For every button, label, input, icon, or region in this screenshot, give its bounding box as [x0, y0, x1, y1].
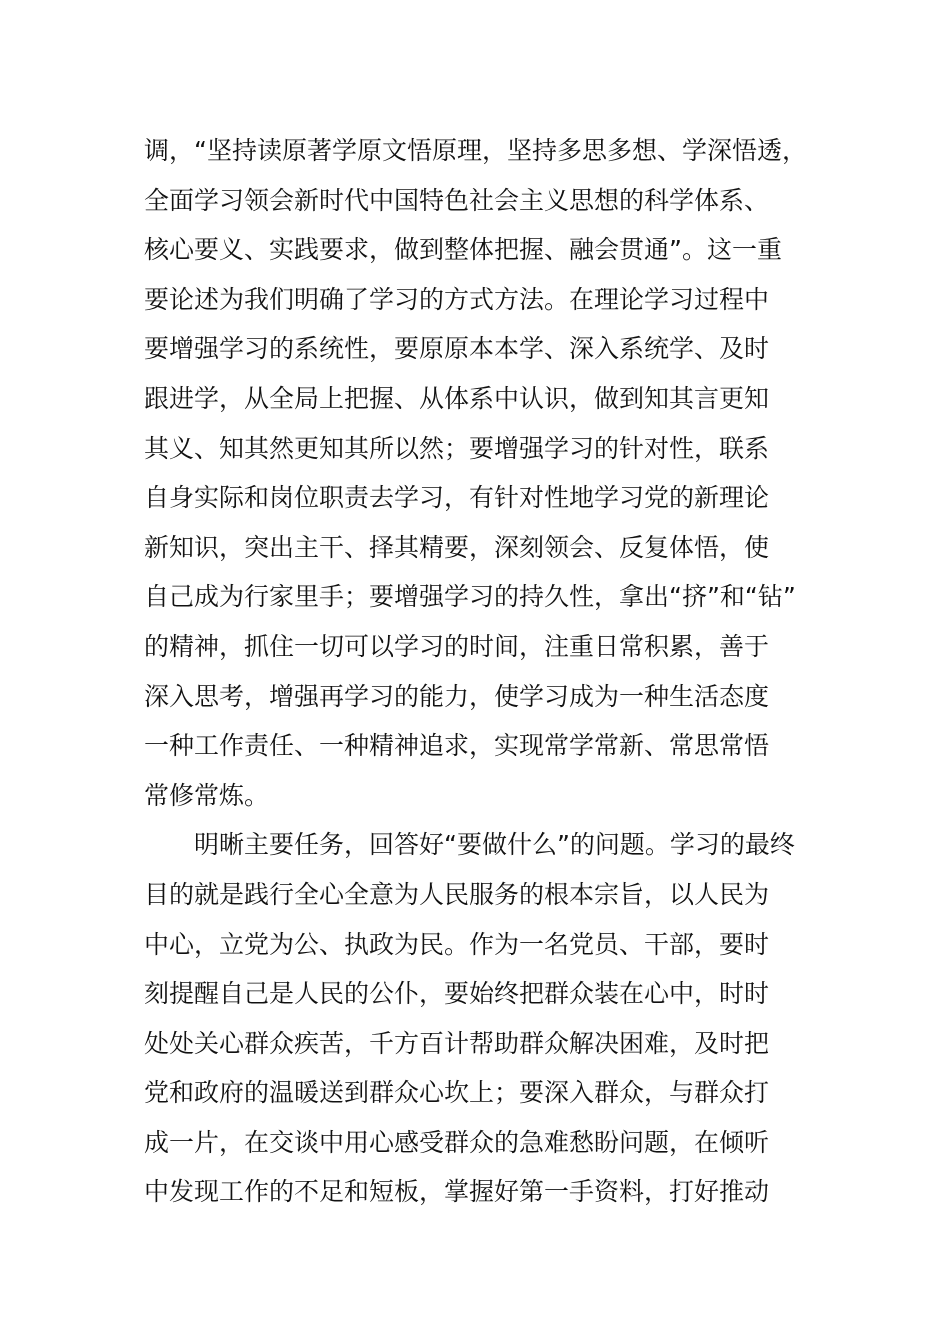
text-line: 自身实际和岗位职责去学习，有针对性地学习党的新理论 — [144, 483, 770, 513]
text-line: 中发现工作的不足和短板，掌握好第一手资料，打好推动 — [144, 1177, 770, 1207]
text-line: 刻提醒自己是人民的公仆，要始终把群众装在心中，时时 — [144, 979, 770, 1009]
text-line: 新知识，突出主干、择其精要，深刻领会、反复体悟，使 — [144, 532, 770, 562]
text-line: 其义、知其然更知其所以然；要增强学习的针对性，联系 — [144, 433, 770, 463]
text-line: 核心要义、实践要求，做到整体把握、融会贯通”。这一重 — [144, 235, 782, 265]
text-line: 跟进学，从全局上把握、从体系中认识，做到知其言更知 — [144, 383, 770, 413]
text-line: 深入思考，增强再学习的能力，使学习成为一种生活态度 — [144, 681, 770, 711]
text-line: 一种工作责任、一种精神追求，实现常学常新、常思常悟 — [144, 731, 770, 761]
text-line: 调，“坚持读原著学原文悟原理，坚持多思多想、学深悟透， — [144, 136, 807, 165]
text-line: 目的就是践行全心全意为人民服务的根本宗旨，以人民为 — [144, 879, 770, 909]
text-line: 处处关心群众疾苦，千方百计帮助群众解决困难，及时把 — [144, 1028, 770, 1058]
text-line: 成一片，在交谈中用心感受群众的急难愁盼问题，在倾听 — [144, 1127, 770, 1157]
paragraph-start-line: 明晰主要任务，回答好“要做什么”的问题。学习的最终 — [194, 830, 795, 860]
text-line: 常修常炼。 — [144, 780, 270, 810]
text-line: 党和政府的温暖送到群众心坎上；要深入群众，与群众打 — [144, 1078, 770, 1108]
body-text — [144, 126, 834, 1217]
text-line: 中心，立党为公、执政为民。作为一名党员、干部，要时 — [144, 929, 770, 959]
text-line: 自己成为行家里手；要增强学习的持久性，拿出“挤”和“钻” — [144, 582, 796, 612]
text-line: 的精神，抓住一切可以学习的时间，注重日常积累，善于 — [144, 631, 770, 661]
text-line: 要增强学习的系统性，要原原本本学、深入系统学、及时 — [144, 334, 770, 364]
text-line: 全面学习领会新时代中国特色社会主义思想的科学体系、 — [144, 185, 770, 215]
text-line: 要论述为我们明确了学习的方式方法。在理论学习过程中 — [144, 284, 770, 314]
